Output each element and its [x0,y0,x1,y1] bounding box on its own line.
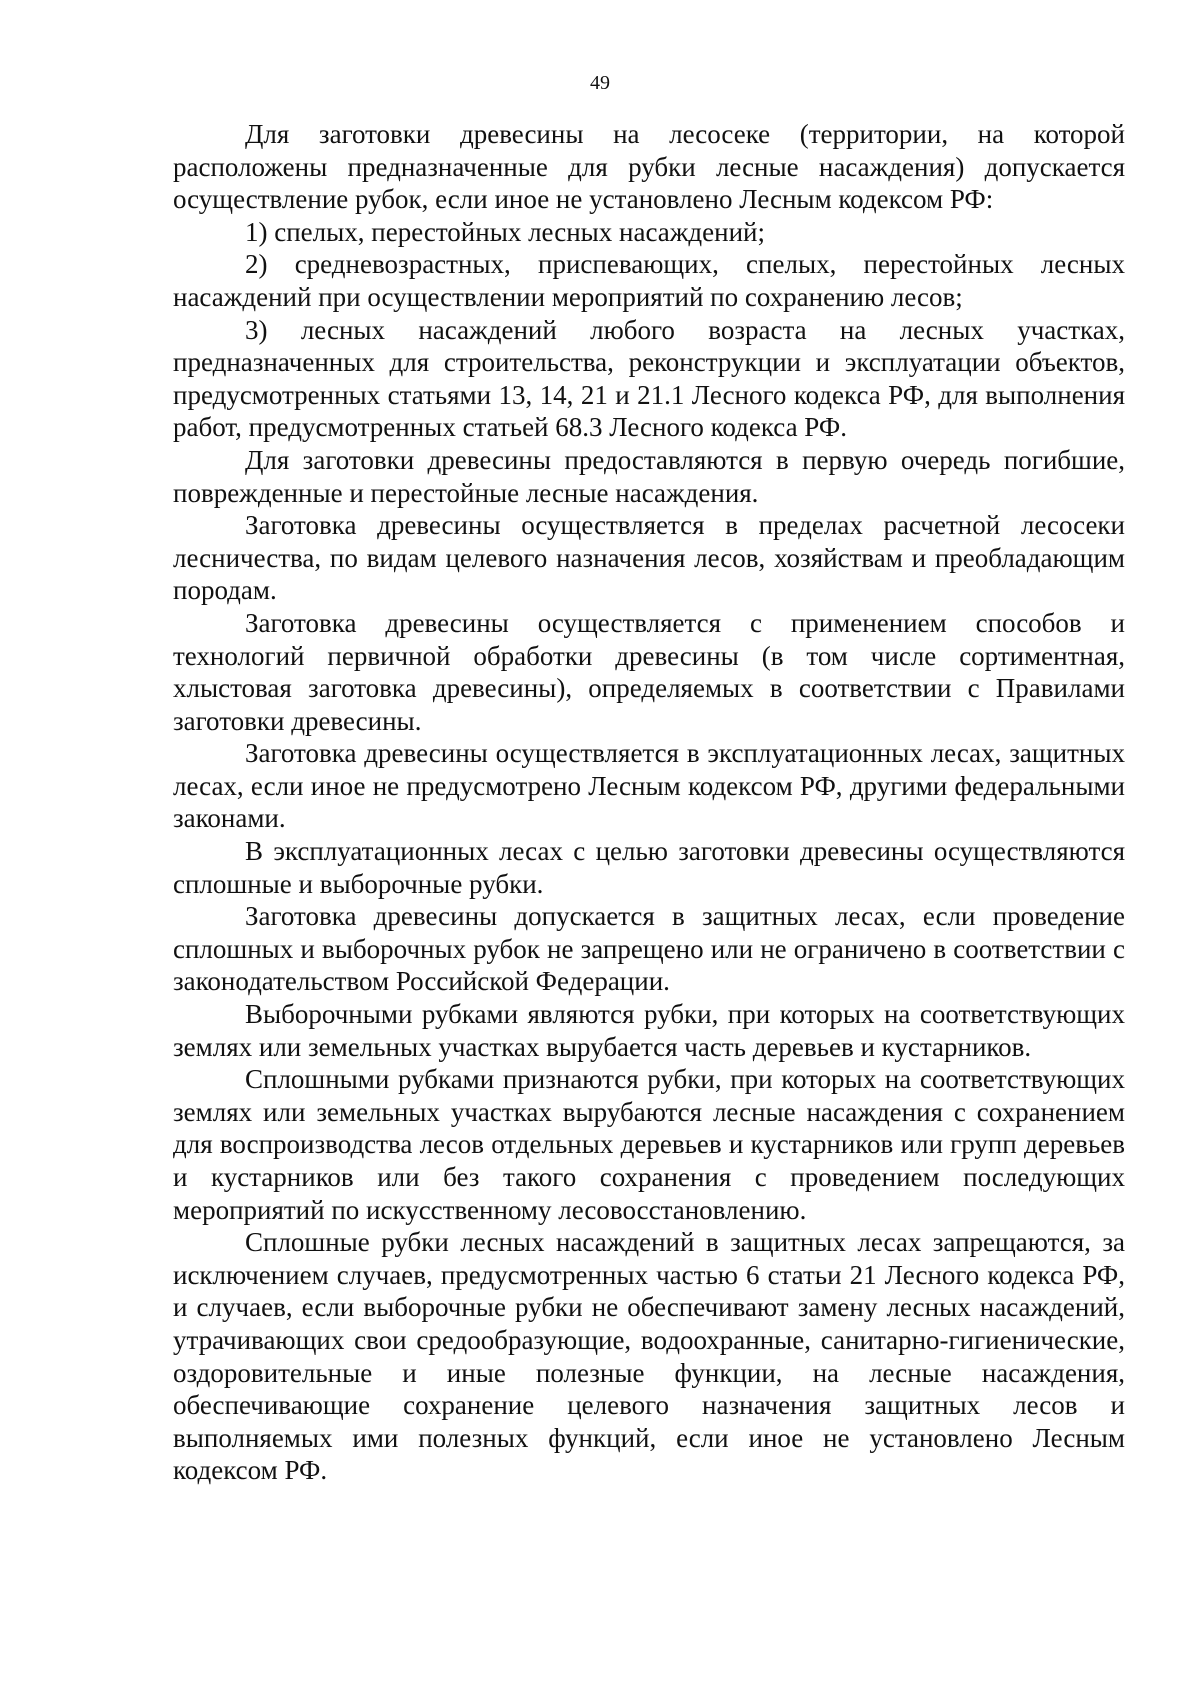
paragraph: Заготовка древесины допускается в защитных лесах, если проведение сплошных и выборочных рубок не запрещено или не ограничено в соответствии с законодательством Российской Федерации. [173,901,1125,997]
paragraph: В эксплуатационных лесах с целью заготовки древесины осуществляются сплошные и выборочные рубки. [173,836,1125,899]
paragraph: Заготовка древесины осуществляется с применением способов и технологий первичной обработки древесины (в том числе сортиментная, хлыстовая заготовка древесины), определяемых в соответствии с Правилами заготовки древесины. [173,607,1125,736]
body-text [173,118,1125,1487]
page-number: 49 [590,72,610,94]
paragraph: 2) средневозрастных, приспевающих, спелых, перестойных лесных насаждений при осуществлении мероприятий по сохранению лесов; [173,249,1125,312]
paragraph: Сплошные рубки лесных насаждений в защитных лесах запрещаются, за исключением случаев, предусмотренных частью 6 статьи 21 Лесного кодекса РФ, и случаев, если выборочные рубки не обеспечивают замену лесных насаждений, утрачивающих свои средообразующие, водоохранные, санитарно-гигиенические, оздоровительные и иные полезные функции, на лесные насаждения, обеспечивающие сохранение целевого назначения защитных лесов и выполняемых ими полезных функций, если иное не установлено Лесным кодексом РФ. [173,1227,1125,1486]
paragraph: Заготовка древесины осуществляется в эксплуатационных лесах, защитных лесах, если иное не предусмотрено Лесным кодексом РФ, другими федеральными законами. [173,738,1125,834]
paragraph: Сплошными рубками признаются рубки, при которых на соответствующих землях или земельных участках вырубаются лесные насаждения с сохранением для воспроизводства лесов отдельных деревьев и кустарников или групп деревьев и кустарников или без такого сохранения с проведением последующих мероприятий по искусственному лесовосстановлению. [173,1064,1125,1225]
paragraph: Для заготовки древесины на лесосеке (территории, на которой расположены предназначенные для рубки лесные насаждения) допускается осуществление рубок, если иное не установлено Лесным кодексом РФ: [173,119,1125,215]
paragraph: Заготовка древесины осуществляется в пределах расчетной лесосеки лесничества, по видам целевого назначения лесов, хозяйствам и преобладающим породам. [173,510,1125,606]
paragraph: Для заготовки древесины предоставляются в первую очередь погибшие, поврежденные и перестойные лесные насаждения. [173,444,1125,508]
paragraph: 1) спелых, перестойных лесных насаждений; [245,216,765,247]
paragraph: Выборочными рубками являются рубки, при которых на соответствующих землях или земельных участках вырубается часть деревьев и кустарников. [173,999,1125,1062]
paragraph: 3) лесных насаждений любого возраста на лесных участках, предназначенных для строительства, реконструкции и эксплуатации объектов, предусмотренных статьями 13, 14, 21 и 21.1 Лесного кодекса РФ, для выполнения работ, предусмотренных статьей 68.3 Лесного кодекса РФ. [173,314,1125,443]
